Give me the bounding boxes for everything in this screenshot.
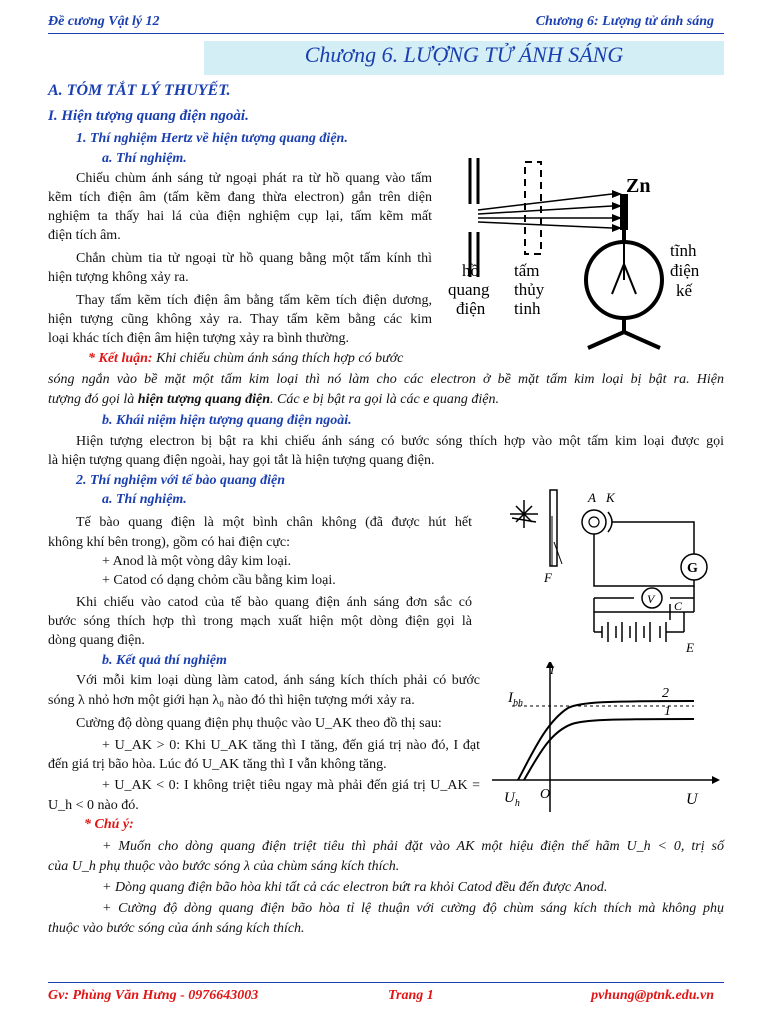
- note-line: của U_h phụ thuộc vào bước sóng λ của chùm sáng kích thích.: [48, 859, 400, 874]
- arc-label: hồ: [462, 261, 479, 280]
- origin-label: O: [540, 787, 551, 802]
- conclusion-text-3a: tượng đó gọi là: [48, 392, 138, 407]
- p5-line: Tế bào quang điện là một bình chân không (đã được hút hết: [76, 515, 472, 530]
- note-label: * Chú ý:: [84, 817, 134, 832]
- conclusion-text-3c: . Các e bị bật ra gọi là các e quang điện.: [270, 392, 500, 407]
- cathode-item: + Catod có dạng chỏm cầu bằng kim loại.: [102, 573, 336, 588]
- subsection-2-heading: 2. Thí nghiệm với tế bào quang điện: [76, 473, 285, 488]
- voltmeter-label: V: [647, 592, 655, 606]
- hertz-experiment-figure: [440, 152, 724, 364]
- subsection-2a-heading: a. Thí nghiệm.: [102, 492, 187, 507]
- conclusion-term: hiện tượng quang điện: [137, 392, 270, 407]
- note-line: + Muốn cho dòng quang điện triệt tiêu thì phải đặt vào AK một hiệu điện thế hãm U_h < 0, trị số: [102, 839, 724, 854]
- bullet-2-line: + U_AK < 0: I không triệt tiêu ngay mà phải đến giá trị U_AK =: [102, 778, 480, 793]
- galvanometer-label: G: [687, 561, 698, 576]
- bullet-2-line: U_h < 0 nào đó.: [48, 798, 139, 813]
- footer-author: Gv: Phùng Văn Hưng - 0976643003: [48, 988, 259, 1003]
- p2-line: Chắn chùm tia tử ngoại từ hồ quang bằng một tấm kính thì: [76, 251, 432, 266]
- glass-label: tinh: [514, 299, 541, 318]
- p7-line: sóng λ nhỏ hơn một giới hạn λ₀ nào đó thì hiện tượng mới xảy ra.: [48, 693, 415, 708]
- p5-line: không khí bên trong), gồm có hai điện cực:: [48, 535, 291, 550]
- curve-1-label: 1: [664, 704, 671, 719]
- i-axis-label: I: [550, 663, 554, 677]
- header-left: Đề cương Vật lý 12: [48, 14, 160, 29]
- header-rule: [48, 33, 724, 34]
- p3-line: hiện tượng cũng không xảy ra. Thay tấm kẽm bằng các kim: [48, 312, 432, 327]
- filter-plate: [550, 490, 557, 566]
- p1-line: điện tích âm.: [48, 228, 121, 243]
- section-a-heading: A. TÓM TẮT LÝ THUYẾT.: [48, 82, 231, 99]
- p4-line: Hiện tượng electron bị bật ra khi chiếu ánh sáng có bước sóng thích hợp vào một tấm kim loại được gọi: [76, 434, 724, 449]
- subsection-1-heading: 1. Thí nghiệm Hertz về hiện tượng quang điện.: [76, 131, 348, 146]
- p8-line: Cường độ dòng quang điện phụ thuộc vào U_AK theo đồ thị sau:: [76, 716, 442, 731]
- arc-label: quang: [448, 280, 490, 299]
- arc-label: điện: [456, 299, 486, 318]
- note-line: + Cường độ dòng quang điện bão hòa tỉ lệ thuận với cường độ chùm sáng kích thích mà không phụ: [102, 901, 724, 916]
- p6-line: Khi chiếu vào catod của tế bào quang điện ánh sáng đơn sắc có: [76, 595, 472, 610]
- subsection-1b-heading: b. Khái niệm hiện tượng quang điện ngoài.: [102, 413, 352, 428]
- electroscope-label: tĩnh: [670, 241, 697, 260]
- p1-line: nghiệm ta thấy hai lá của điện nghiệm cụp lại, tấm kẽm mất: [48, 209, 432, 224]
- anode-item: + Anod là một vòng dây kim loại.: [102, 554, 292, 569]
- electroscope-label: kế: [676, 281, 693, 300]
- note-line: thuộc vào bước sóng của ánh sáng kích thích.: [48, 921, 305, 936]
- conclusion-label: * Kết luận:: [88, 351, 153, 366]
- anode-label: A: [588, 490, 596, 505]
- glass-label: thủy: [514, 280, 545, 299]
- bullet-1-line: đến giá trị bão hòa. Lúc đó U_AK tăng thì I vẫn không tăng.: [48, 757, 387, 772]
- iv-characteristic-chart: [484, 662, 724, 822]
- conclusion-line-2: sóng ngắn vào bề mặt một tấm kim loại thì nó làm cho các electron ở bề mặt tấm kim loại bị bật ra. Hiện: [48, 372, 724, 387]
- header-right: Chương 6: Lượng tử ánh sáng: [535, 14, 714, 29]
- zn-label: Zn: [626, 175, 651, 197]
- uh-label: $U_h$: [504, 790, 520, 809]
- u-axis-label: U: [686, 791, 698, 808]
- subsection-2b-heading: b. Kết quả thí nghiệm: [102, 653, 227, 668]
- glass-label: tấm: [514, 261, 540, 280]
- note-line: + Dòng quang điện bão hòa khi tất cả các electron bứt ra khỏi Catod đều đến được Anod.: [102, 880, 608, 895]
- cathode-label: K: [606, 490, 615, 505]
- footer-rule: [48, 982, 724, 983]
- page-title: Chương 6. LƯỢNG TỬ ÁNH SÁNG: [304, 42, 624, 67]
- photocell: [582, 510, 606, 534]
- p1-line: Chiếu chùm ánh sáng tử ngoại phát ra từ hồ quang vào tấm: [76, 171, 432, 186]
- filter-label: F: [544, 570, 552, 585]
- p1-line: kẽm tích điện âm (tấm kẽm đang thừa electron) gắn trên diện: [48, 190, 432, 205]
- footer-email: pvhung@ptnk.edu.vn: [591, 988, 714, 1003]
- slider-label: C: [674, 599, 683, 613]
- p4-line: là hiện tượng quang điện ngoài, hay gọi tắt là hiện tượng quang điện.: [48, 453, 435, 468]
- section-1-heading: I. Hiện tượng quang điện ngoài.: [48, 108, 249, 124]
- p6-line: bước sóng thích hợp thì trong mạch xuất hiện một dòng điện gọi là: [48, 614, 472, 629]
- p3-line: loại khác tích điện âm hiện tượng xảy ra bình thường.: [48, 331, 349, 346]
- ibh-label: $I_{bh}$: [508, 690, 523, 709]
- photocell-circuit-figure: [484, 486, 724, 658]
- subsection-1a-heading: a. Thí nghiệm.: [102, 151, 187, 166]
- zinc-plate: [620, 194, 628, 230]
- conclusion-line-1: [88, 350, 403, 368]
- conclusion-line-3: [48, 391, 499, 409]
- bullet-1-line: + U_AK > 0: Khi U_AK tăng thì I tăng, đến giá trị nào đó, I đạt: [102, 738, 480, 753]
- p2-line: hiện tượng không xảy ra.: [48, 270, 189, 285]
- p7-line: Với mỗi kim loại dùng làm catod, ánh sáng kích thích phải có bước: [76, 673, 480, 688]
- p6-line: dòng quang điện.: [48, 633, 145, 648]
- battery-label: E: [686, 640, 694, 655]
- curve-2-label: 2: [662, 686, 669, 701]
- p3-line: Thay tấm kẽm tích điện âm bằng tấm kẽm tích điện dương,: [76, 293, 432, 308]
- conclusion-text-1: Khi chiếu chùm ánh sáng thích hợp có bước: [156, 351, 404, 366]
- electroscope-label: điện: [670, 261, 700, 280]
- footer-page: Trang 1: [388, 988, 434, 1003]
